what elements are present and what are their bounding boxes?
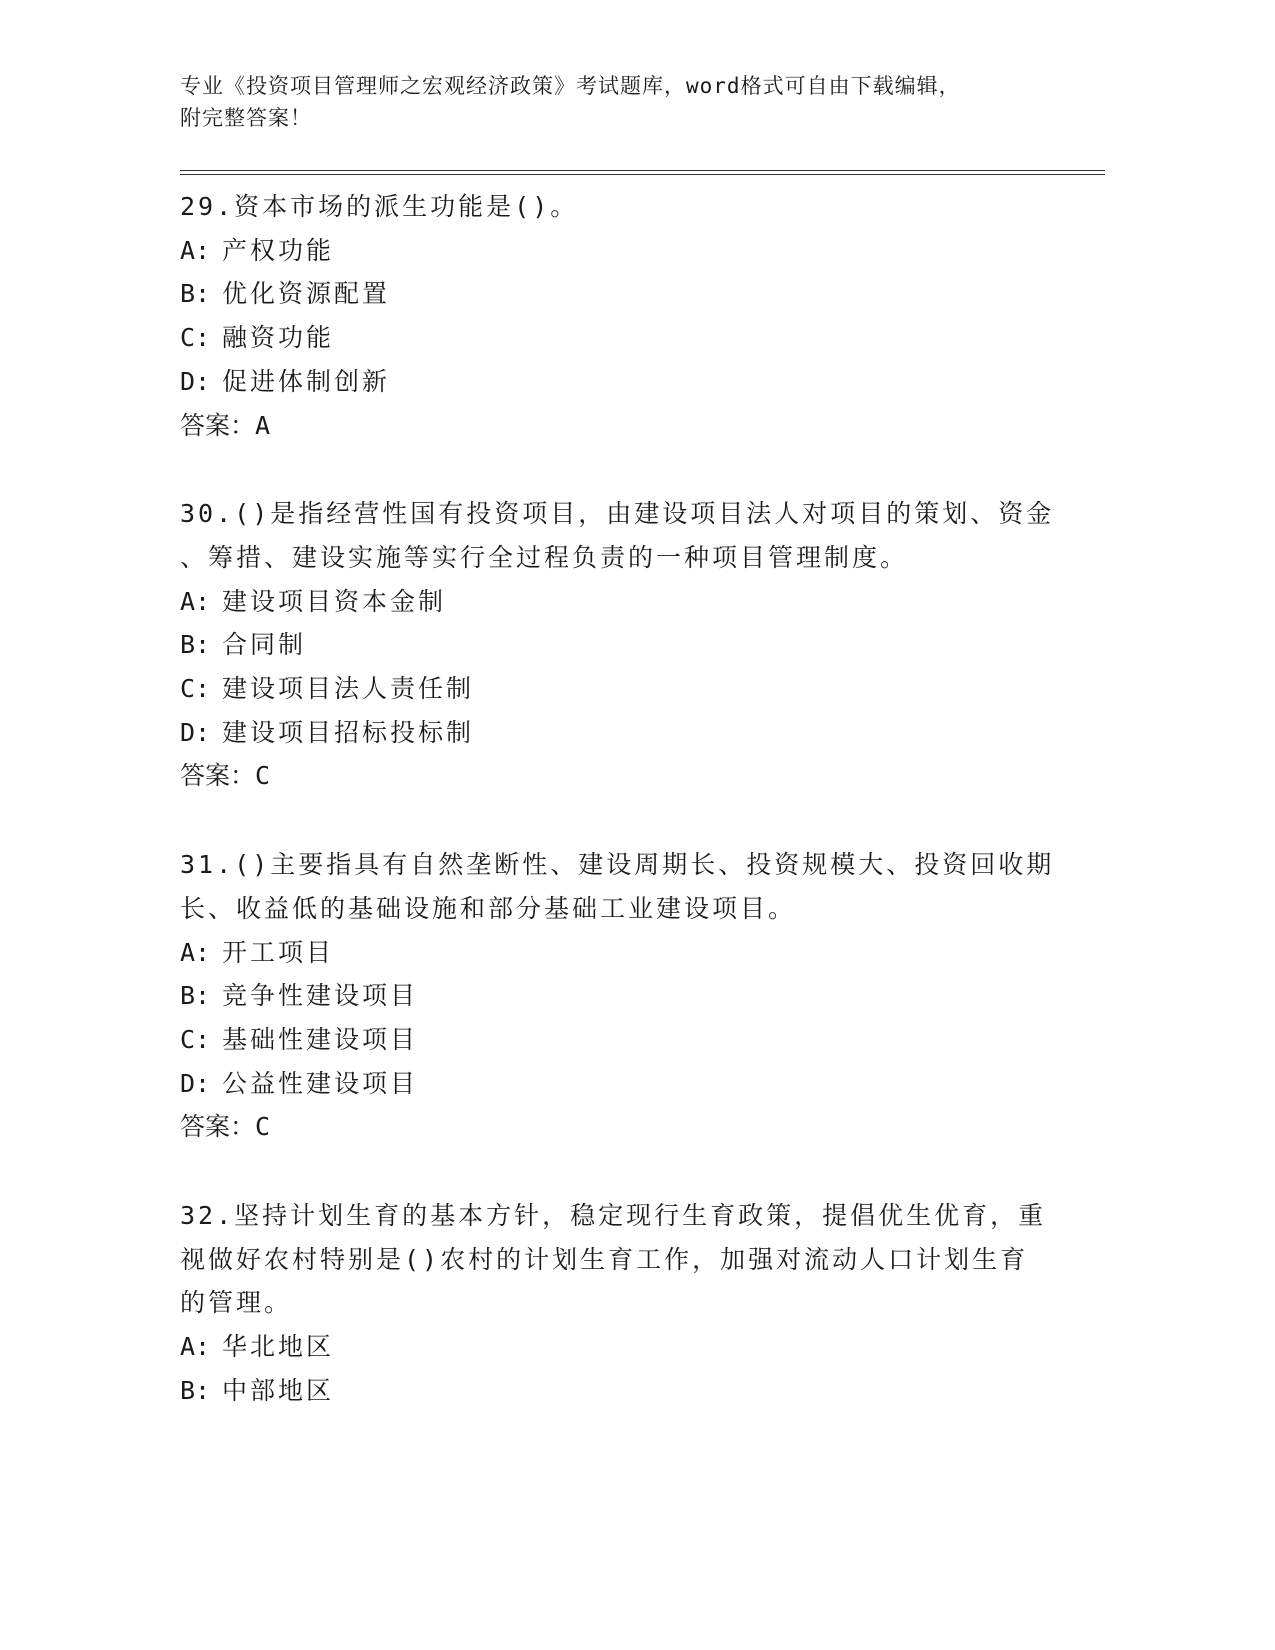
answer-value: C: [255, 761, 271, 791]
option-text: 产权功能: [222, 235, 335, 265]
document-header-line-1: 专业《投资项目管理师之宏观经济政策》考试题库，word格式可自由下载编辑，: [180, 74, 961, 98]
option-b: [180, 272, 1105, 316]
question-30: [180, 492, 1105, 798]
option-key: D:: [180, 366, 211, 396]
option-text: 华北地区: [222, 1332, 335, 1362]
option-d: [180, 1062, 1105, 1106]
option-a: [180, 580, 1105, 624]
question-text-line: 30.()是指经营性国有投资项目，由建设项目法人对项目的策划、资金: [180, 499, 1055, 529]
question-text-line: 长、收益低的基础设施和部分基础工业建设项目。: [180, 893, 797, 923]
question-32: [180, 1194, 1105, 1413]
option-text: 促进体制创新: [222, 366, 391, 396]
answer-line: [180, 404, 1105, 448]
question-text-line: 31.()主要指具有自然垄断性、建设周期长、投资规模大、投资回收期: [180, 850, 1055, 880]
answer-value: C: [255, 1112, 271, 1142]
option-d: [180, 360, 1105, 404]
document-header-line-2: 附完整答案！: [180, 106, 312, 130]
option-text: 竞争性建设项目: [222, 981, 419, 1011]
question-text-line: 32.坚持计划生育的基本方针，稳定现行生育政策，提倡优生优育，重: [180, 1201, 1047, 1231]
option-b: [180, 974, 1105, 1018]
option-key: C:: [180, 323, 211, 353]
document-page: [180, 70, 1105, 1458]
option-b: [180, 1369, 1105, 1413]
question-list: [180, 185, 1105, 1413]
option-d: [180, 711, 1105, 755]
answer-line: [180, 1105, 1105, 1149]
option-key: C:: [180, 1024, 211, 1054]
option-a: [180, 229, 1105, 273]
question-29: [180, 185, 1105, 447]
answer-label: 答案：: [180, 1112, 256, 1142]
option-key: A:: [180, 1332, 211, 1362]
question-text-line: 视做好农村特别是()农村的计划生育工作，加强对流动人口计划生育: [180, 1244, 1029, 1274]
option-text: 建设项目法人责任制: [222, 674, 475, 704]
answer-value: A: [255, 410, 271, 440]
option-c: [180, 667, 1105, 711]
answer-line: [180, 754, 1105, 798]
option-c: [180, 316, 1105, 360]
option-b: [180, 623, 1105, 667]
header-divider: [180, 170, 1105, 175]
answer-label: 答案：: [180, 761, 256, 791]
question-31: [180, 843, 1105, 1149]
option-key: B:: [180, 279, 211, 309]
option-key: B:: [180, 1375, 211, 1405]
option-a: [180, 1325, 1105, 1369]
question-text-line: 29.资本市场的派生功能是()。: [180, 192, 579, 221]
option-key: A:: [180, 586, 211, 616]
answer-label: 答案：: [180, 410, 256, 440]
question-text-line: 的管理。: [180, 1288, 293, 1318]
option-text: 中部地区: [222, 1375, 335, 1405]
option-key: D:: [180, 717, 211, 747]
option-text: 合同制: [222, 630, 307, 660]
option-key: D:: [180, 1068, 211, 1098]
option-text: 建设项目招标投标制: [222, 717, 475, 747]
option-key: A:: [180, 235, 211, 265]
option-a: [180, 931, 1105, 975]
option-key: B:: [180, 981, 211, 1011]
question-text-line: 、筹措、建设实施等实行全过程负责的一种项目管理制度。: [180, 542, 909, 572]
option-text: 优化资源配置: [222, 279, 391, 309]
option-text: 建设项目资本金制: [222, 586, 447, 616]
option-text: 公益性建设项目: [222, 1068, 419, 1098]
option-key: A:: [180, 937, 211, 967]
option-key: B:: [180, 630, 211, 660]
option-key: C:: [180, 674, 211, 704]
option-text: 开工项目: [222, 937, 335, 967]
option-text: 融资功能: [222, 323, 335, 353]
option-c: [180, 1018, 1105, 1062]
option-text: 基础性建设项目: [222, 1024, 419, 1054]
